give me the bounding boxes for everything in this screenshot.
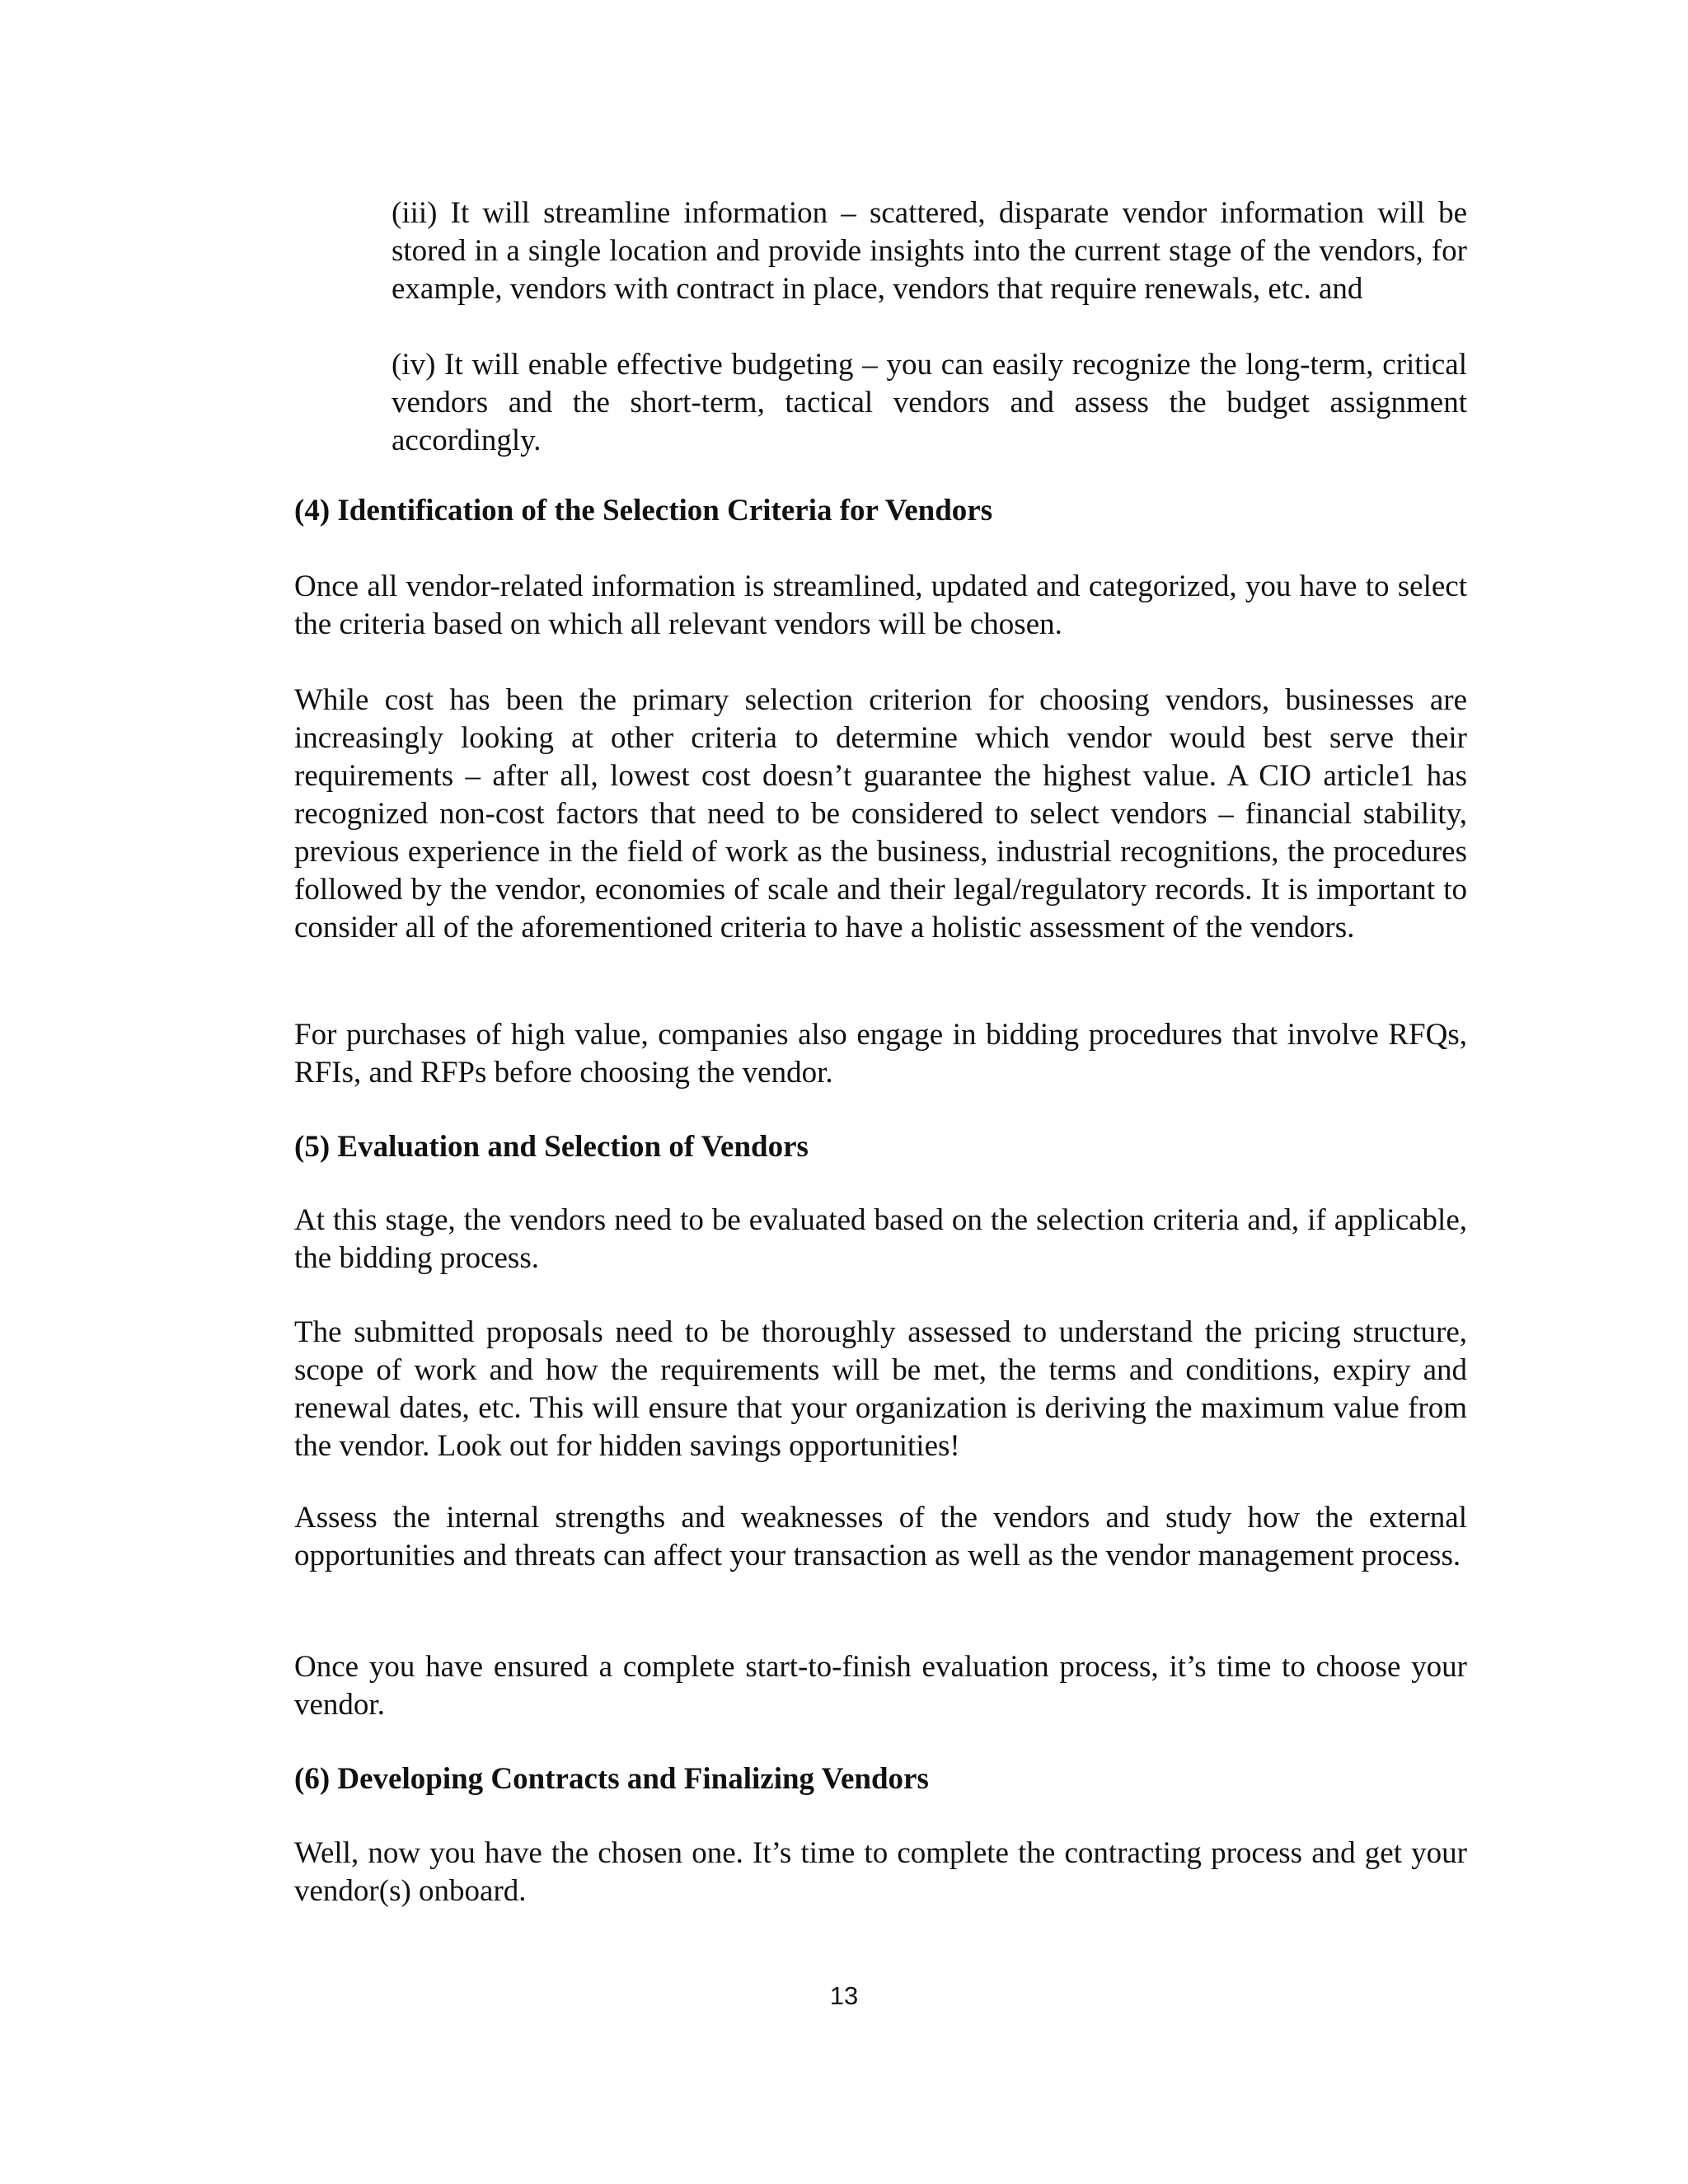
- list-item-iv: (iv) It will enable effective budgeting – you can easily recognize the long-term, critical vendors and the short-term, tactical vendors and assess the budget assignment accordingly.: [392, 348, 1467, 457]
- section-4-paragraph-3: For purchases of high value, companies also engage in bidding procedures that involve RFQs, RFIs, and RFPs before choosing the vendor.: [294, 1018, 1467, 1090]
- section-5-paragraph-1: At this stage, the vendors need to be evaluated based on the selection criteria and, if applicable, the bidding process.: [294, 1203, 1467, 1275]
- section-6-paragraph-1: Well, now you have the chosen one. It’s time to complete the contracting process and get your vendor(s) onboard.: [294, 1836, 1467, 1908]
- section-6-heading: (6) Developing Contracts and Finalizing Vendors: [294, 1762, 929, 1796]
- section-5-paragraph-2: The submitted proposals need to be thoroughly assessed to understand the pricing structure, scope of work and how the requirements will be met, the terms and conditions, expiry and renewal dates, etc. This will ensure that your organization is deriving the maximum value from the vendor. Look out for hidden savings opportunities!: [294, 1315, 1467, 1463]
- section-5-paragraph-4: Once you have ensured a complete start-to-finish evaluation process, it’s time to choose your vendor.: [294, 1650, 1467, 1722]
- section-5-paragraph-3: Assess the internal strengths and weaknesses of the vendors and study how the external opportunities and threats can affect your transaction as well as the vendor management process.: [294, 1501, 1467, 1572]
- list-item-iii: (iii) It will streamline information – scattered, disparate vendor information will be stored in a single location and provide insights into the current stage of the vendors, for example, vendors with contract in place, vendors that require renewals, etc. and: [392, 196, 1467, 306]
- section-4-paragraph-1: Once all vendor-related information is streamlined, updated and categorized, you have to select the criteria based on which all relevant vendors will be chosen.: [294, 569, 1467, 641]
- section-5-heading: (5) Evaluation and Selection of Vendors: [294, 1130, 809, 1164]
- section-4-paragraph-2: While cost has been the primary selection criterion for choosing vendors, businesses are increasingly looking at other criteria to determine which vendor would best serve their requirements – after all, lowest cost doesn’t guarantee the highest value. A CIO article1 has recognized non-cost factors that need to be considered to select vendors – financial stability, previous experience in the field of work as the business, industrial recognitions, the procedures followed by the vendor, economies of scale and their legal/regulatory records. It is important to consider all of the aforementioned criteria to have a holistic assessment of the vendors.: [294, 683, 1467, 944]
- section-4-heading: (4) Identification of the Selection Criteria for Vendors: [294, 494, 993, 527]
- page-number: 13: [829, 1981, 859, 2010]
